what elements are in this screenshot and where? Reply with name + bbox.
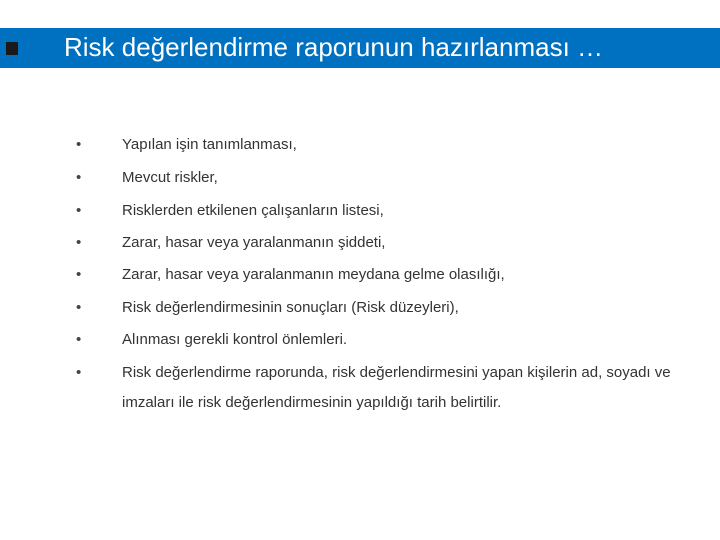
list-item-text: Yapılan işin tanımlanması, (122, 136, 297, 153)
list-item-text: Risklerden etkilenen çalışanların listesi, (122, 202, 384, 219)
page-title: Risk değerlendirme raporunun hazırlanması … (64, 32, 604, 62)
list-item-text: Risk değerlendirmesinin sonuçları (Risk düzeyleri), (122, 299, 459, 316)
bullet-icon: • (76, 266, 82, 283)
list-item-text: Risk değerlendirme raporunda, risk değerlendirmesini yapan kişilerin ad, soyadı ve imzaları ile risk değerlendirmesinin yapıldığı tarih belirtilir. (122, 364, 671, 411)
bullet-icon: • (76, 234, 82, 251)
list-item-text: Zarar, hasar veya yaralanmanın meydana gelme olasılığı, (122, 266, 505, 283)
list-item-text: Alınması gerekli kontrol önlemleri. (122, 331, 348, 348)
bullet-icon: • (76, 169, 82, 186)
bullet-icon: • (76, 299, 82, 316)
bullet-icon: • (76, 364, 82, 381)
bullet-icon: • (76, 136, 82, 153)
list-item-text: Zarar, hasar veya yaralanmanın şiddeti, (122, 234, 386, 251)
bullet-icon: • (76, 202, 82, 219)
bullet-icon: • (76, 331, 82, 348)
list-item-text: Mevcut riskler, (122, 169, 218, 186)
